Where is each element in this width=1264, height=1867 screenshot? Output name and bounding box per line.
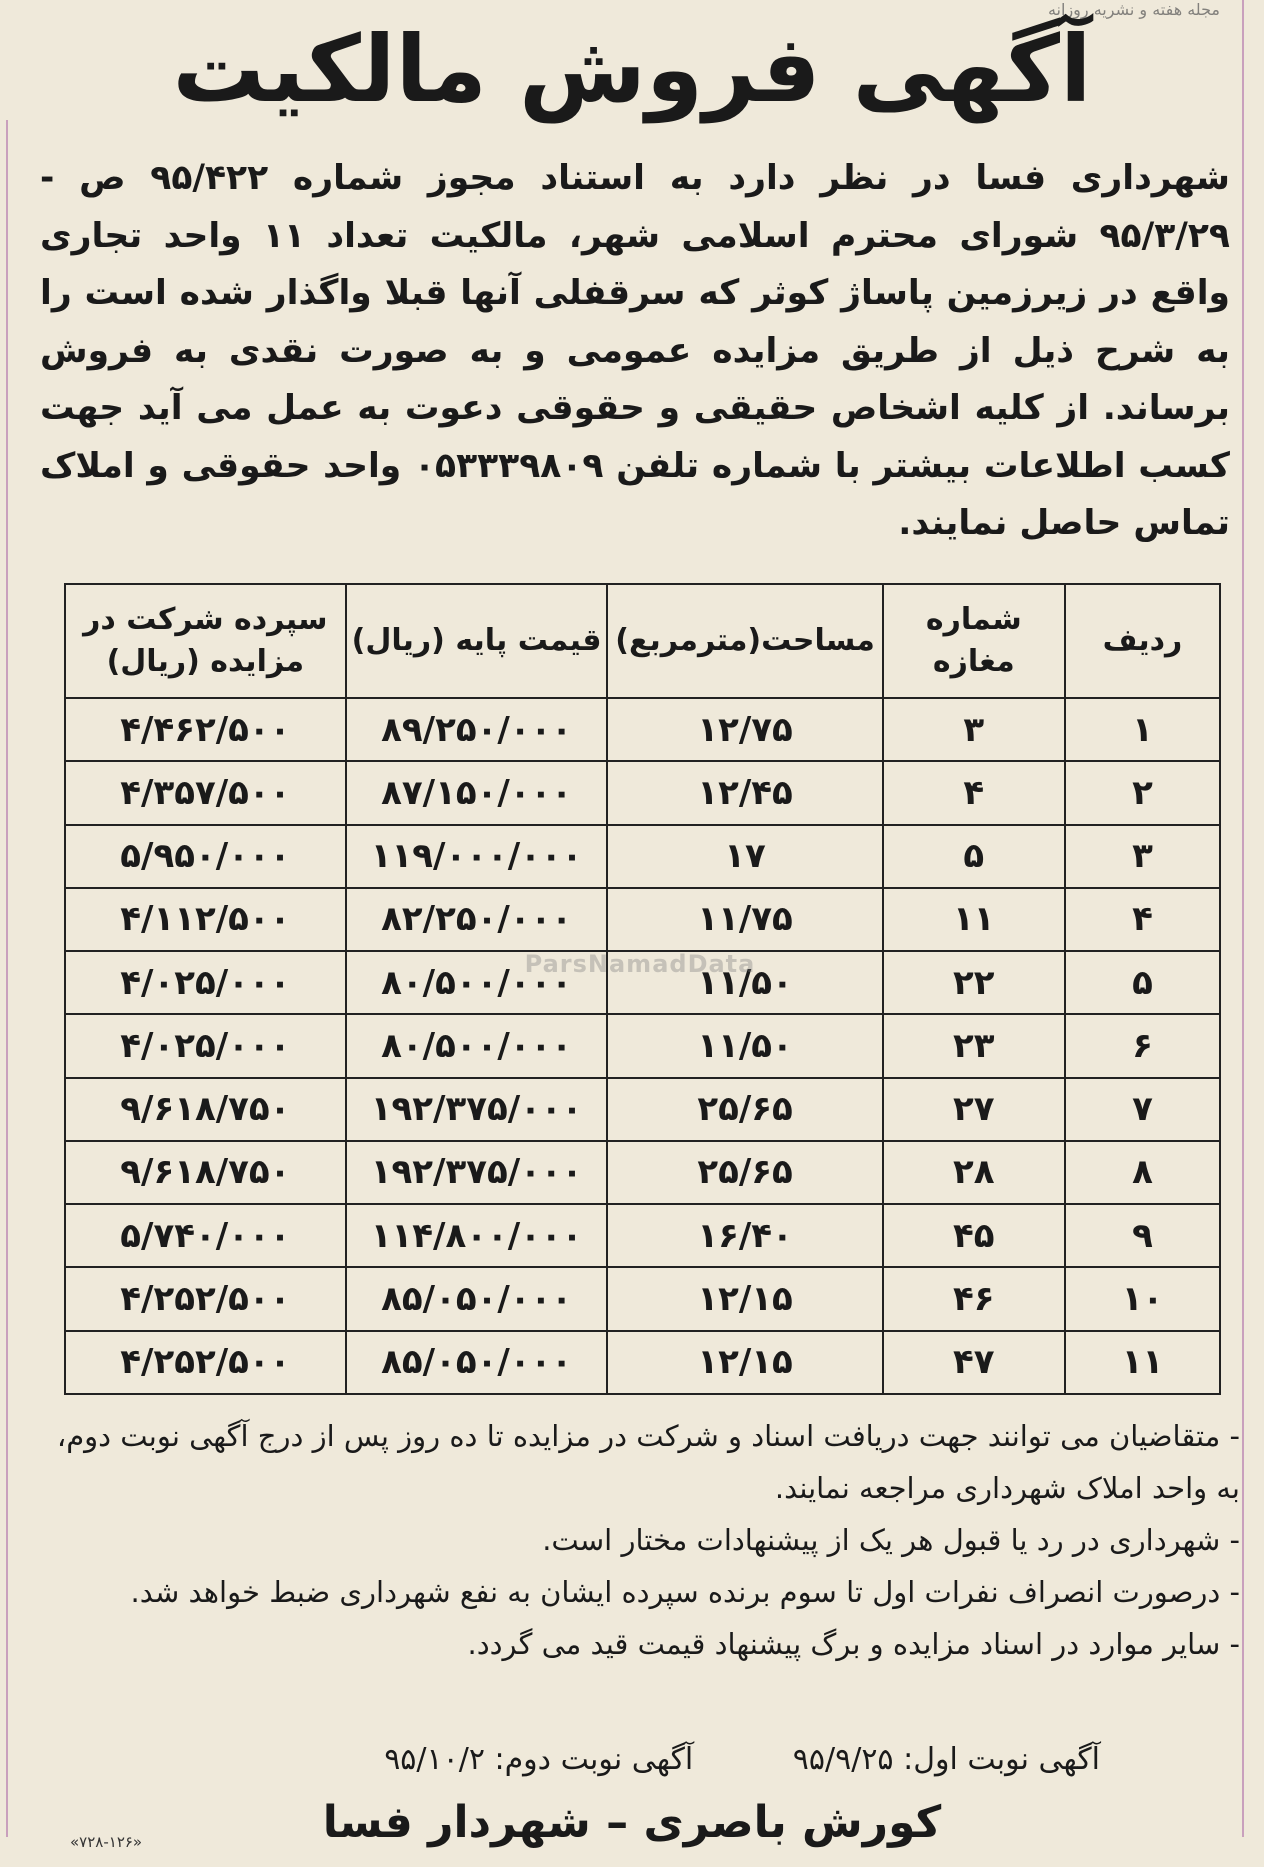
ad-code: «۷۲۸-۱۲۶» — [70, 1833, 143, 1851]
cell-row: ۱ — [1065, 698, 1220, 761]
cell-area: ۱۲/۱۵ — [607, 1267, 882, 1330]
cell-row: ۴ — [1065, 888, 1220, 951]
publication-dates — [200, 1740, 1100, 1780]
table-row — [65, 1204, 1220, 1267]
cell-shop: ۲۳ — [883, 1014, 1065, 1077]
cell-area: ۱۲/۱۵ — [607, 1331, 882, 1394]
header-base-price: قیمت پایه (ریال) — [346, 584, 608, 698]
cell-area: ۱۱/۵۰ — [607, 951, 882, 1014]
cell-shop: ۲۲ — [883, 951, 1065, 1014]
cell-row: ۶ — [1065, 1014, 1220, 1077]
ad-title: آگهی فروش مالکیت — [172, 16, 1092, 123]
header-row-number: ردیف — [1065, 584, 1220, 698]
cell-deposit: ۴/۰۲۵/۰۰۰ — [65, 951, 346, 1014]
cell-price: ۸۲/۲۵۰/۰۰۰ — [346, 888, 608, 951]
cell-area: ۲۵/۶۵ — [607, 1078, 882, 1141]
cell-deposit: ۴/۲۵۲/۵۰۰ — [65, 1267, 346, 1330]
cell-area: ۱۱/۷۵ — [607, 888, 882, 951]
table-row — [65, 761, 1220, 824]
table-row — [65, 698, 1220, 761]
cell-row: ۷ — [1065, 1078, 1220, 1141]
cell-price: ۸۷/۱۵۰/۰۰۰ — [346, 761, 608, 824]
cell-shop: ۴۶ — [883, 1267, 1065, 1330]
header-area: مساحت(مترمربع) — [607, 584, 882, 698]
note-item: - درصورت انصراف نفرات اول تا سوم برنده سپرده ایشان به نفع شهرداری ضبط خواهد شد. — [130, 1575, 1240, 1609]
cell-deposit: ۴/۱۱۲/۵۰۰ — [65, 888, 346, 951]
cell-row: ۵ — [1065, 951, 1220, 1014]
cell-price: ۸۵/۰۵۰/۰۰۰ — [346, 1331, 608, 1394]
cell-price: ۸۰/۵۰۰/۰۰۰ — [346, 951, 608, 1014]
table-row — [65, 1078, 1220, 1141]
cell-price: ۱۹۲/۳۷۵/۰۰۰ — [346, 1141, 608, 1204]
note-item: - سایر موارد در اسناد مزایده و برگ پیشنهاد قیمت قید می گردد. — [467, 1627, 1240, 1661]
cell-shop: ۵ — [883, 825, 1065, 888]
cell-shop: ۴ — [883, 761, 1065, 824]
cell-deposit: ۴/۴۶۲/۵۰۰ — [65, 698, 346, 761]
cell-area: ۱۲/۴۵ — [607, 761, 882, 824]
cell-price: ۸۵/۰۵۰/۰۰۰ — [346, 1267, 608, 1330]
cell-deposit: ۵/۷۴۰/۰۰۰ — [65, 1204, 346, 1267]
right-border — [1242, 0, 1244, 1837]
cell-shop: ۴۷ — [883, 1331, 1065, 1394]
cell-price: ۸۹/۲۵۰/۰۰۰ — [346, 698, 608, 761]
cell-price: ۸۰/۵۰۰/۰۰۰ — [346, 1014, 608, 1077]
second-publication-date: آگهی نوبت دوم: ۹۵/۱۰/۲ — [384, 1742, 694, 1777]
cell-deposit: ۴/۲۵۲/۵۰۰ — [65, 1331, 346, 1394]
header-strip: مجله هفته و نشریه روزانه — [1047, 0, 1220, 19]
cell-row: ۱۱ — [1065, 1331, 1220, 1394]
cell-deposit: ۴/۰۲۵/۰۰۰ — [65, 1014, 346, 1077]
cell-deposit: ۵/۹۵۰/۰۰۰ — [65, 825, 346, 888]
cell-area: ۱۲/۷۵ — [607, 698, 882, 761]
cell-row: ۸ — [1065, 1141, 1220, 1204]
table-header-row — [65, 584, 1220, 698]
left-border — [6, 120, 8, 1837]
signature: کورش باصری – شهردار فسا — [322, 1797, 942, 1848]
cell-area: ۱۷ — [607, 825, 882, 888]
cell-row: ۲ — [1065, 761, 1220, 824]
note-item: - متقاضیان می توانند جهت دریافت اسناد و شرکت در مزایده تا ده روز پس از درج آگهی نوبت دوم، به واحد املاک شهرداری مراجعه نمایند. — [56, 1419, 1240, 1505]
cell-area: ۲۵/۶۵ — [607, 1141, 882, 1204]
table-row — [65, 888, 1220, 951]
cell-area: ۱۶/۴۰ — [607, 1204, 882, 1267]
cell-price: ۱۱۹/۰۰۰/۰۰۰ — [346, 825, 608, 888]
cell-shop: ۳ — [883, 698, 1065, 761]
watermark: ParsNamadData — [524, 950, 756, 978]
intro-paragraph: شهرداری فسا در نظر دارد به استناد مجوز شماره ۹۵/۴۲۲ ص - ۹۵/۳/۲۹ شورای محترم اسلامی شهر، مالکیت تعداد ۱۱ واحد تجاری واقع در زیرزمین پاساژ کوثر که سرقفلی آنها قبلا واگذار شده است را به شرح ذیل از طریق مزایده عمومی و به صورت نقدی به فروش برساند. از کلیه اشخاص حقیقی و حقوقی دعوت به عمل می آید جهت کسب اطلاعات بیشتر با شماره تلفن ۰۵۳۳۳۹۸۰۹ واحد حقوقی و املاک تماس حاصل نمایند. — [40, 158, 1230, 543]
cell-row: ۳ — [1065, 825, 1220, 888]
table-row — [65, 1141, 1220, 1204]
shops-table — [64, 583, 1221, 1395]
cell-deposit: ۹/۶۱۸/۷۵۰ — [65, 1078, 346, 1141]
table-row — [65, 1267, 1220, 1330]
cell-price: ۱۹۲/۳۷۵/۰۰۰ — [346, 1078, 608, 1141]
table-row — [65, 1014, 1220, 1077]
cell-shop: ۱۱ — [883, 888, 1065, 951]
table-row — [65, 1331, 1220, 1394]
cell-shop: ۲۸ — [883, 1141, 1065, 1204]
cell-area: ۱۱/۵۰ — [607, 1014, 882, 1077]
note-item: - شهرداری در رد یا قبول هر یک از پیشنهادات مختار است. — [542, 1523, 1240, 1557]
first-publication-date: آگهی نوبت اول: ۹۵/۹/۲۵ — [792, 1742, 1100, 1777]
cell-shop: ۲۷ — [883, 1078, 1065, 1141]
header-deposit: سپرده شرکت در مزایده (ریال) — [65, 584, 346, 698]
cell-price: ۱۱۴/۸۰۰/۰۰۰ — [346, 1204, 608, 1267]
cell-row: ۹ — [1065, 1204, 1220, 1267]
cell-row: ۱۰ — [1065, 1267, 1220, 1330]
cell-deposit: ۴/۳۵۷/۵۰۰ — [65, 761, 346, 824]
cell-shop: ۴۵ — [883, 1204, 1065, 1267]
notes-list — [40, 1410, 1240, 1670]
header-shop-number: شماره مغازه — [883, 584, 1065, 698]
table-row — [65, 825, 1220, 888]
cell-deposit: ۹/۶۱۸/۷۵۰ — [65, 1141, 346, 1204]
